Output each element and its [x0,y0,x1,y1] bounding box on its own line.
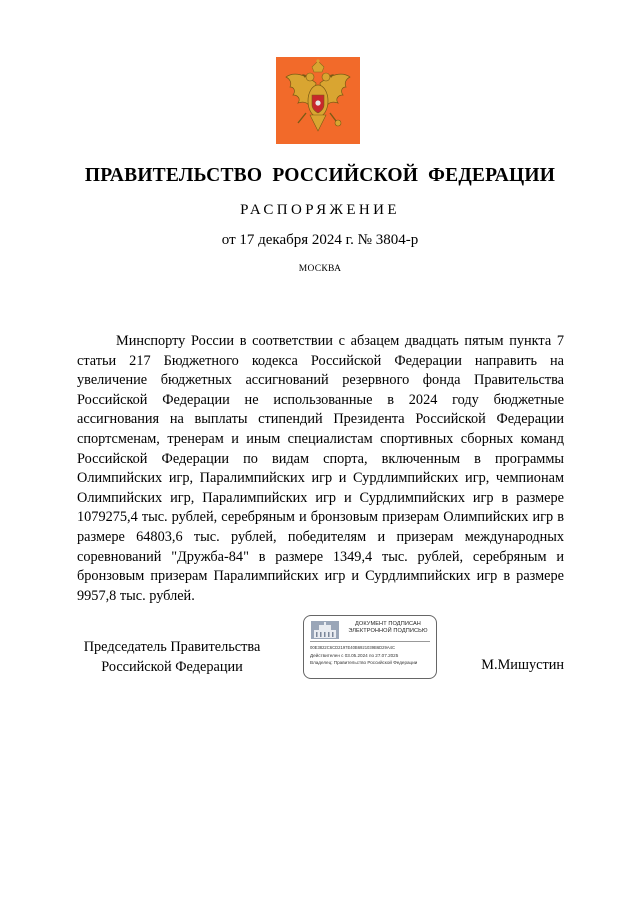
signer-title-line1: Председатель Правительства [83,639,261,655]
stamp-validity: Действителен с 03.05.2024 по 27.07.2025 [310,653,399,658]
stamp-owner: Владелец: Правительство Российской Федерации [310,660,418,665]
government-building-icon [311,621,339,639]
signer-title-line2: Российской Федерации [101,658,243,675]
document-city: МОСКВА [298,264,342,274]
decree-paragraph: Минспорту России в соответствии с абзацем двадцать пятым пункта 7 статьи 217 Бюджетного кодекса Российской Федерации направить на увеличение бюджетных ассигнований резервного фонда Правительства Российской Федерации не использованные в 2024 году бюджетные ассигнования на выплаты стипендий Президента Российской Федерации спортсменам, тренерам и иным специалистам спортивных сборных команд Российской Федерации по видам спорта, включенным в программы Олимпийских игр, Паралимпийских игр и Сурдлимпийских игр, чемпионам Олимпийских игр, Паралимпийских игр и Сурдлимпийских игр в размере 1079275,4 тыс. рублей, серебряным и бронзовым призерам Олимпийских игр в размере 64803,6 тыс. рублей, победителям и призерам международных соревнований "Дружба-84" в размере 1349,4 тыс. рублей, серебряным и бронзовым призерам Паралимпийских игр и Сурдлимпийских игр в размере 9957,8 тыс. рублей. [77,333,564,604]
signer-title [77,638,267,677]
coat-of-arms-icon [276,57,360,144]
signer-name: М.Мишустин [481,657,564,673]
document-type: РАСПОРЯЖЕНИЕ [240,202,400,218]
government-title: ПРАВИТЕЛЬСТВО РОССИЙСКОЙ ФЕДЕРАЦИИ [84,165,556,186]
stamp-heading [342,621,434,635]
stamp-heading-line1: ДОКУМЕНТ ПОДПИСАН [355,621,421,627]
stamp-divider [310,641,430,642]
stamp-heading-line2: ЭЛЕКТРОННОЙ ПОДПИСЬЮ [348,628,428,634]
stamp-serial: 00E3822C6CD2197E40B6921039B6D29A4C [310,645,395,650]
document-date-number: от 17 декабря 2024 г. № 3804-р [221,232,419,248]
electronic-signature-stamp [303,615,437,679]
